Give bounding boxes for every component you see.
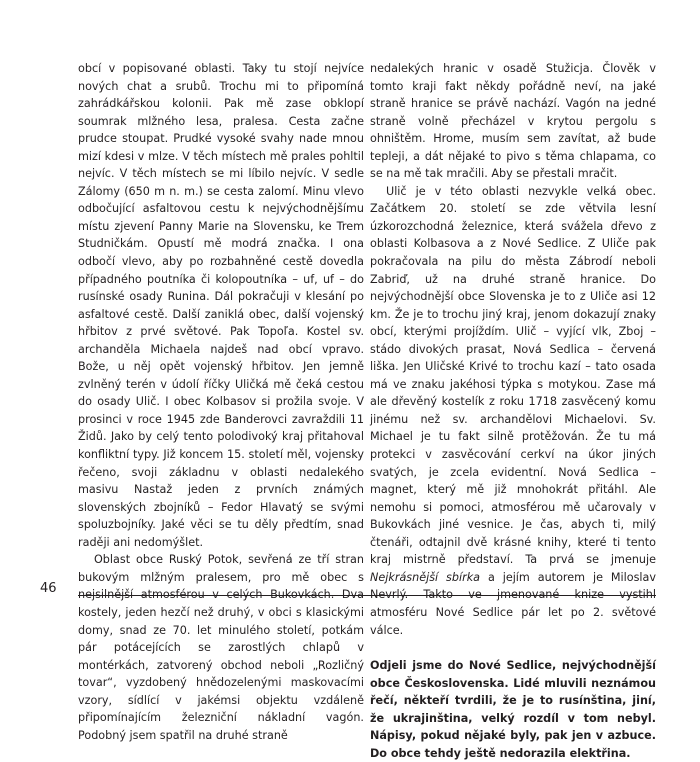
paragraph-ulic <box>370 183 656 639</box>
paragraph-rusky-potok: Oblast obce Ruský Potok, sevřená ze tří stran bukovým mlžným pralesem, pro mě obec s nejsilnější atmosférou v celých Bukovkách. Dva kostely, jeden hezčí než druhý, v obci s klasickými domy, snad ze 70. let minulého století, potkám pár potácejících se zarostlých chlapů v montérkách, zatvorený obchod neboli „Rozličný tovar“, vyzdobený hnědozelenými maskovacími vzory, sídlící v jakémsi objektu vzdáleně připomínajícím železniční nákladní vagón. Podobný jsem spatřil na druhé straně <box>78 553 364 742</box>
left-column <box>78 60 364 744</box>
page-number: 46 <box>40 581 57 596</box>
paragraph-continuation: obcí v popisované oblasti. Taky tu stojí nejvíce nových chat a srubů. Trochu mi to připomíná zahrádkářskou kolonii. Pak mě zase obklopí soumrak mlžného lesa, pralesa. Cesta začne prudce stoupat. Prudké vysoké svahy nade mnou mizí kdesi v mlze. V těch místech mě prales pohltil nejvíc. V těch místech se mi líbilo nejvíc. V sedle Zálomy (650 m n. m.) se cesta zalomí. Minu vlevo odbočující asfaltovou cestu k nejvýchodnějšímu místu zjevení Panny Marie na Slovensku, ke Trem Studničkám. Opustí mě modrá značka. I ona odbočí vlevo, aby po rozbahněné cestě dovedla případného poutníka či kolopoutníka – uf, uf – do rusínské osady Runina. Dál pokračuji v klesání po asfaltové cestě. Další zaniklá obec, další vojenský hřbitov z prvé světové. Pak Topoľa. Kostel sv. archanděla Michaela najdeš nad obcí vpravo. Bože, u něj opět vojenský hřbitov. Jen jemně zvlněný terén v údolí říčky Uličká mě čeká cestou do osady Ulič. I obec Kolbasov si prožila svoje. V prosinci v roce 1945 zde Banderovci zavraždili 11 Židů. Jako by celý tento polodivoký kraj přitahoval konfliktní typy. Již koncem 15. století měl, vojensky řečeno, svoji základnu v oblasti nedalekého masivu Nastaž jeden z prvních známých slovenských zbojníků – Fedor Hlavatý se svými spoluzbojníky. Jaké věci se tu děly předtím, snad raději ani nedomýšlet. <box>78 62 364 549</box>
paragraph-ulic-text-end: a jejím autorem je Miloslav Nevrlý. Takto ve jmenované knize vystihl atmosféru Nové Sedlice pár let po 2. světové válce. <box>370 570 656 637</box>
quoted-passage-bold: Odjeli jsme do Nové Sedlice, nejvýchodnější obce Československa. Lidé mluvili neznámou řečí, někteří tvrdili, že je to rusínština, jiní, že ukrajinština, velký rozdíl v tom nebyl. Nápisy, pokud nějaké byly, pak jen v azbuce. Do obce tehdy ještě nedorazila elektřina. <box>370 659 656 760</box>
right-column <box>370 60 656 762</box>
book-title-italic: Nejkrásnější sbírka <box>370 570 481 584</box>
paragraph-ulic-text: Ulič je v této oblasti nezvykle velká obec. Začátkem 20. století se zde větvila lesní úzkorozchodná železnice, která svážela dřevo z oblasti Kolbasova a z Nové Sedlice. Z Uliče pak pokračovala na pilu do města Zábrodí neboli Zabriď, už na druhé straně hranice. Do nejvýchodnější obce Slovenska je to z Uliče asi 12 km. Že je to trochu jiný kraj, jenom dokazují znaky obcí, kterými projíždím. Ulič – vyjící vlk, Zboj – stádo divokých prasat, Nová Sedlica – červená liška. Jen Uličské Krivé to trochu kazí – tato osada má ve znaku jakéhosi týpka s motykou. Zase má ale dřevěný kostelík z roku 1718 zasvěcený komu jinému než sv. archandělovi Michaelovi. Sv. Michael je tu fakt silně protěžován. Že tu má protekci v zasvěcování cerkví na úkor jiných svatých, je zcela evidentní. Nová Sedlica – magnet, který mě již mnohokrát přitáhl. Ale nemohu si pomoci, atmosférou mě učarovaly v Bukovkách jiné vesnice. Je čas, abych ti, milý čtenáři, odtajnil dvě krásné knihy, které ti tento kraj mistrně představí. Ta prvá se jmenuje <box>370 184 656 567</box>
footer-rule <box>78 595 656 596</box>
paragraph-stuzicja: nedalekých hranic v osadě Stužicja. Člověk v tomto kraji fakt někdy pořádně neví, na jaké straně hranice se právě nachází. Vagón na jedné straně volně přecházel v krytou pergolu s ohništěm. Hrome, musím sem zavítat, až bude tepleji, a dát nějaké to pivo s těma chlapama, co se na mě tak mračili. Aby se přestali mračit. <box>370 62 656 181</box>
